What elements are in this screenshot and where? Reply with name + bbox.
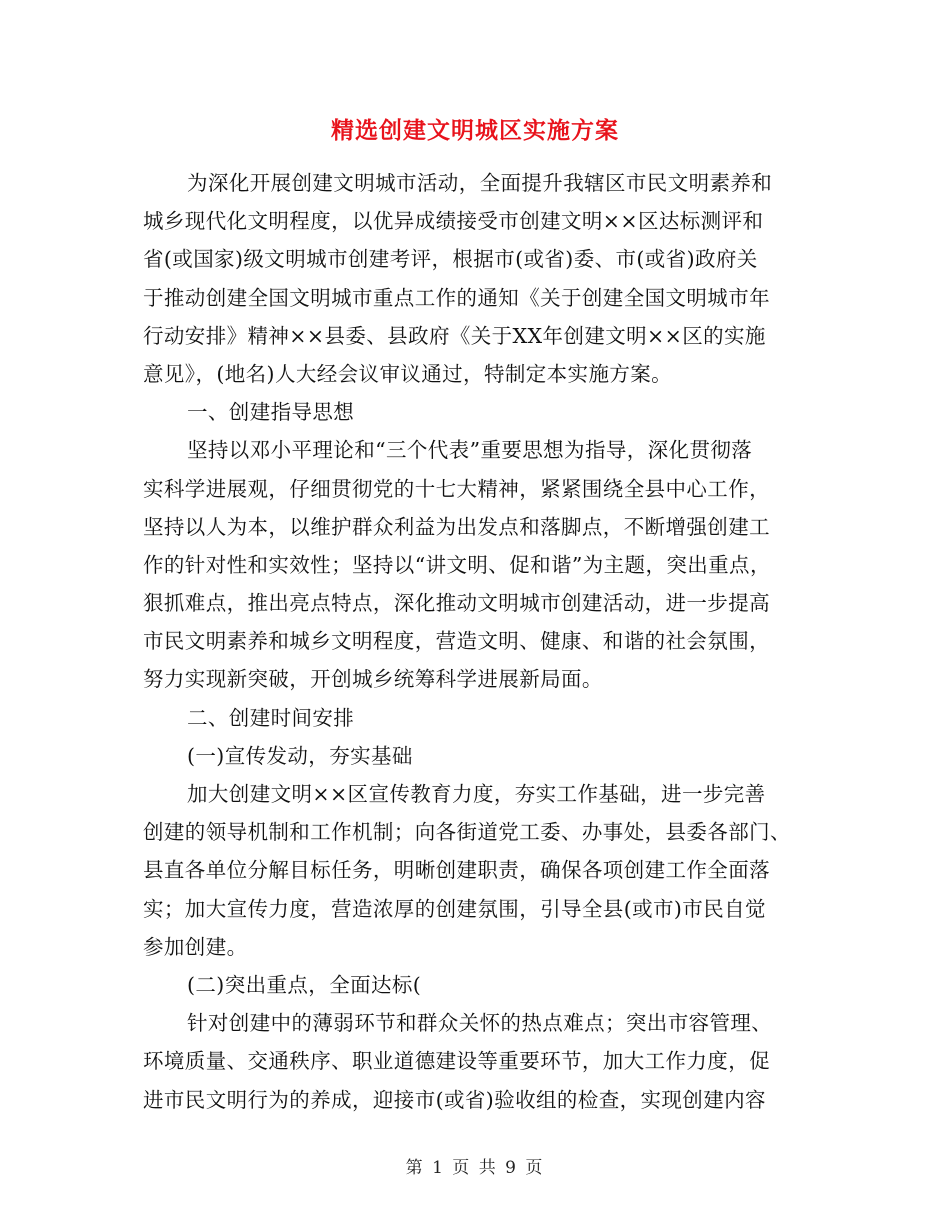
paragraph-line: 环境质量、交通秩序、职业道德建设等重要环节，加大工作力度，促 <box>143 1049 770 1074</box>
paragraph-line: 于推动创建全国文明城市重点工作的通知《关于创建全国文明城市年 <box>143 285 770 310</box>
section-heading: 二、创建时间安排 <box>187 705 355 730</box>
subsection-heading: (一)宣传发动，夯实基础 <box>187 743 413 768</box>
section-heading: 一、创建指导思想 <box>187 400 355 425</box>
paragraph-line: 意见》，(地名)人大经会议审议通过，特制定本实施方案。 <box>143 361 673 386</box>
paragraph-line: 城乡现代化文明程度，以优异成绩接受市创建文明××区达标测评和 <box>143 209 764 234</box>
paragraph-line: 参加创建。 <box>143 934 248 959</box>
paragraph-line: 县直各单位分解目标任务，明晰创建职责，确保各项创建工作全面落 <box>143 858 770 883</box>
paragraph-line: 针对创建中的薄弱环节和群众关怀的热点难点；突出市容管理、 <box>187 1011 773 1036</box>
paragraph-line: 实；加大宣传力度，营造浓厚的创建氛围，引导全县(或市)市民自觉 <box>143 896 766 921</box>
subsection-heading: (二)突出重点，全面达标( <box>187 972 422 997</box>
paragraph-line: 坚持以人为本，以维护群众利益为出发点和落脚点，不断增强创建工 <box>143 514 770 539</box>
paragraph-line: 市民文明素养和城乡文明程度，营造文明、健康、和谐的社会氛围， <box>143 629 770 654</box>
document-title: 精选创建文明城区实施方案 <box>331 117 619 144</box>
paragraph-line: 进市民文明行为的养成，迎接市(或省)验收组的检查，实现创建内容 <box>143 1087 766 1112</box>
paragraph-line: 坚持以邓小平理论和“三个代表”重要思想为指导，深化贯彻落 <box>187 438 753 463</box>
paragraph-line: 努力实现新突破，开创城乡统筹科学进展新局面。 <box>143 667 603 692</box>
paragraph-line: 实科学进展观，仔细贯彻党的十七大精神，紧紧围绕全县中心工作， <box>143 476 770 501</box>
paragraph-line: 为深化开展创建文明城市活动，全面提升我辖区市民文明素养和 <box>187 171 773 195</box>
paragraph-line: 加大创建文明××区宣传教育力度，夯实工作基础，进一步完善 <box>187 782 766 806</box>
paragraph-line: 狠抓难点，推出亮点特点，深化推动文明城市创建活动，进一步提高 <box>143 591 770 616</box>
paragraph-line: 作的针对性和实效性；坚持以“讲文明、促和谐”为主题，突出重点， <box>143 552 771 577</box>
paragraph-line: 行动安排》精神××县委、县政府《关于XX年创建文明××区的实施 <box>143 323 766 348</box>
paragraph-line: 创建的领导机制和工作机制；向各街道党工委、办事处，县委各部门、 <box>143 820 791 845</box>
document-body <box>143 164 813 1119</box>
page-footer: 第 1 页 共 9 页 <box>405 1158 545 1178</box>
paragraph-line: 省(或国家)级文明城市创建考评，根据市(或省)委、市(或省)政府关 <box>143 247 758 272</box>
